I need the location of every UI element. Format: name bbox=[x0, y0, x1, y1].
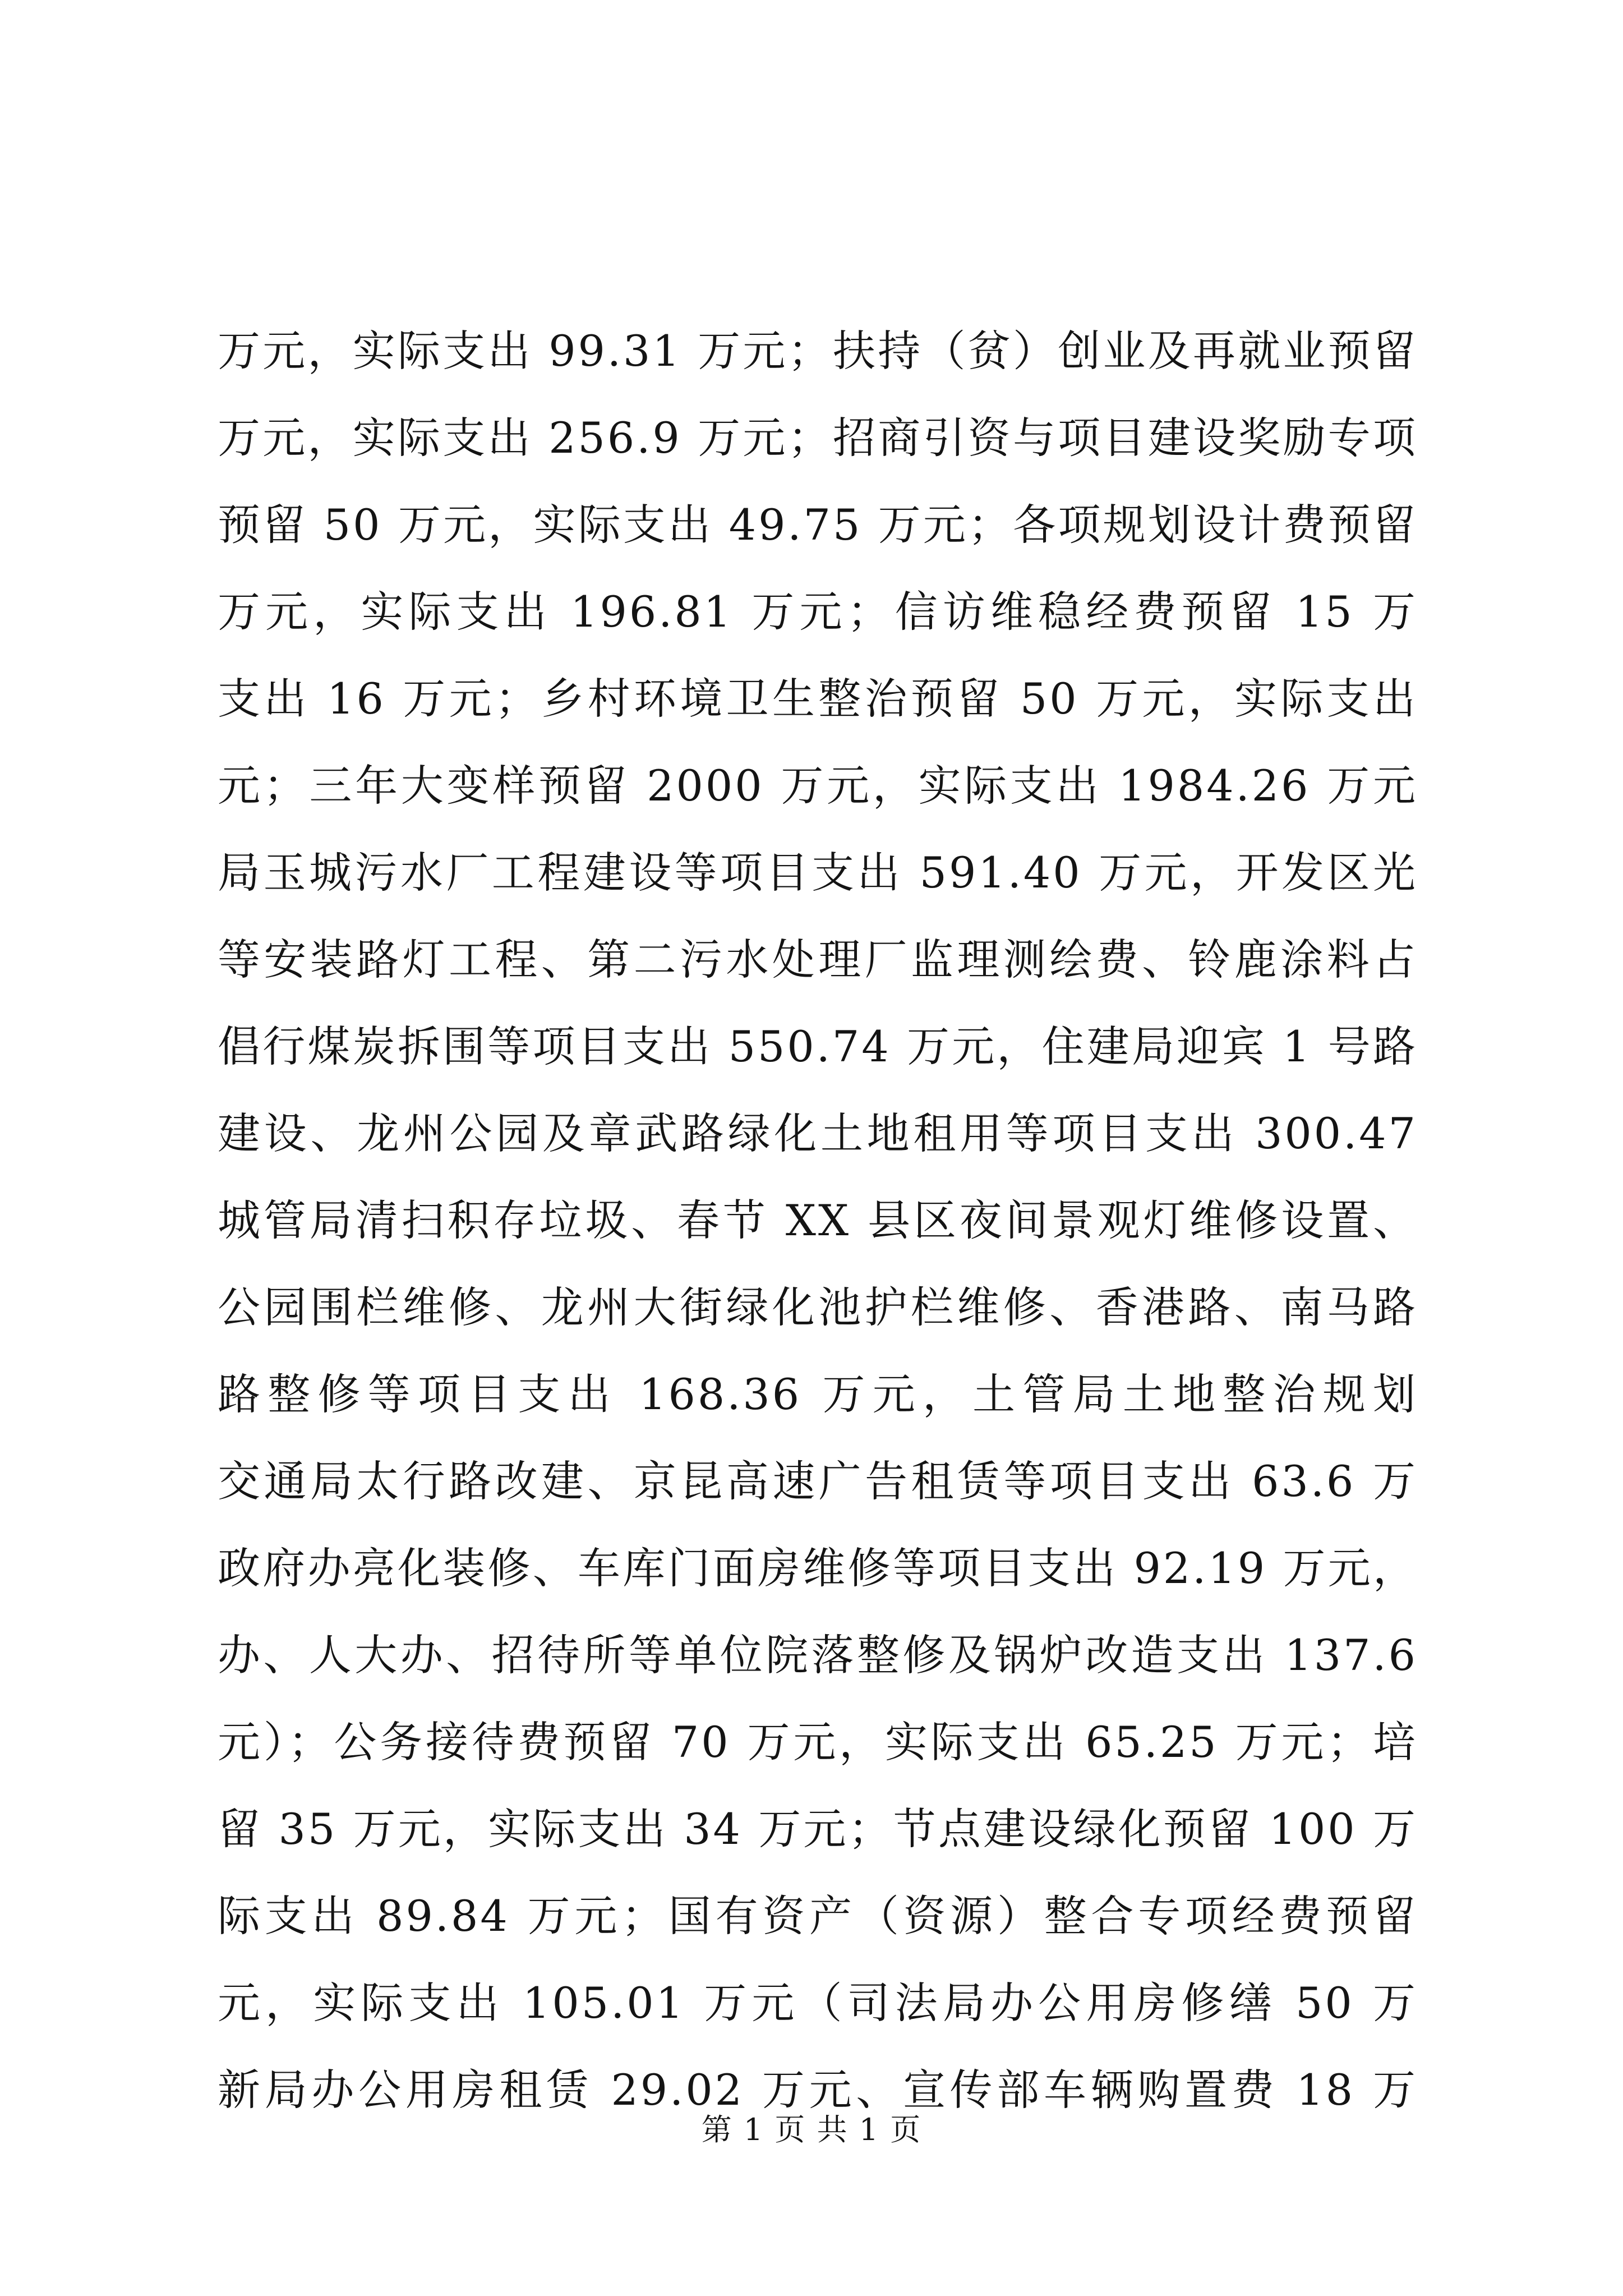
text-line-8: 等安装路灯工程、第二污水处理厂监理测绘费、铃鹿涂料占 bbox=[218, 935, 1418, 984]
text-line-21: 新局办公用房租赁 29.02 万元、宣传部车辆购置费 18 万 bbox=[218, 2065, 1418, 2115]
text-line-14: 交通局太行路改建、京昆高速广告租赁等项目支出 63.6 万 bbox=[218, 1456, 1418, 1506]
text-line-18: 留 35 万元，实际支出 34 万元；节点建设绿化预留 100 万 bbox=[218, 1804, 1418, 1854]
text-line-16: 办、人大办、招待所等单位院落整修及锅炉改造支出 137.6 bbox=[218, 1630, 1418, 1680]
body-text bbox=[218, 307, 1418, 2133]
text-line-12: 公园围栏维修、龙州大街绿化池护栏维修、香港路、南马路 bbox=[218, 1282, 1418, 1332]
text-line-19: 际支出 89.84 万元；国有资产（资源）整合专项经费预留 bbox=[218, 1891, 1418, 1941]
text-line-5: 支出 16 万元；乡村环境卫生整治预留 50 万元，实际支出 bbox=[218, 674, 1418, 724]
text-line-15: 政府办亮化装修、车库门面房维修等项目支出 92.19 万元， bbox=[218, 1543, 1418, 1593]
text-line-10: 建设、龙州公园及章武路绿化土地租用等项目支出 300.47 bbox=[218, 1108, 1418, 1158]
page-footer bbox=[0, 2110, 1623, 2150]
text-line-11: 城管局清扫积存垃圾、春节 XX 县区夜间景观灯维修设置、 bbox=[218, 1195, 1418, 1245]
text-line-13: 路整修等项目支出 168.36 万元，土管局土地整治规划 bbox=[218, 1369, 1418, 1419]
text-line-7: 局玉城污水厂工程建设等项目支出 591.40 万元，开发区光 bbox=[218, 848, 1418, 898]
text-line-20: 元，实际支出 105.01 万元（司法局办公用房修缮 50 万 bbox=[218, 1978, 1418, 2028]
text-line-2: 万元，实际支出 256.9 万元；招商引资与项目建设奖励专项 bbox=[218, 413, 1418, 463]
text-line-17: 元）；公务接待费预留 70 万元，实际支出 65.25 万元；培 bbox=[218, 1717, 1418, 1767]
text-line-3: 预留 50 万元，实际支出 49.75 万元；各项规划设计费预留 bbox=[218, 500, 1418, 550]
text-line-9: 倡行煤炭拆围等项目支出 550.74 万元，住建局迎宾 1 号路 bbox=[218, 1022, 1418, 1071]
page-number-label: 第 1 页 共 1 页 bbox=[701, 2112, 922, 2147]
text-line-6: 元；三年大变样预留 2000 万元，实际支出 1984.26 万元 bbox=[218, 761, 1418, 811]
text-line-4: 万元，实际支出 196.81 万元；信访维稳经费预留 15 万 bbox=[218, 587, 1418, 637]
text-line-1: 万元，实际支出 99.31 万元；扶持（贫）创业及再就业预留 bbox=[218, 326, 1418, 376]
